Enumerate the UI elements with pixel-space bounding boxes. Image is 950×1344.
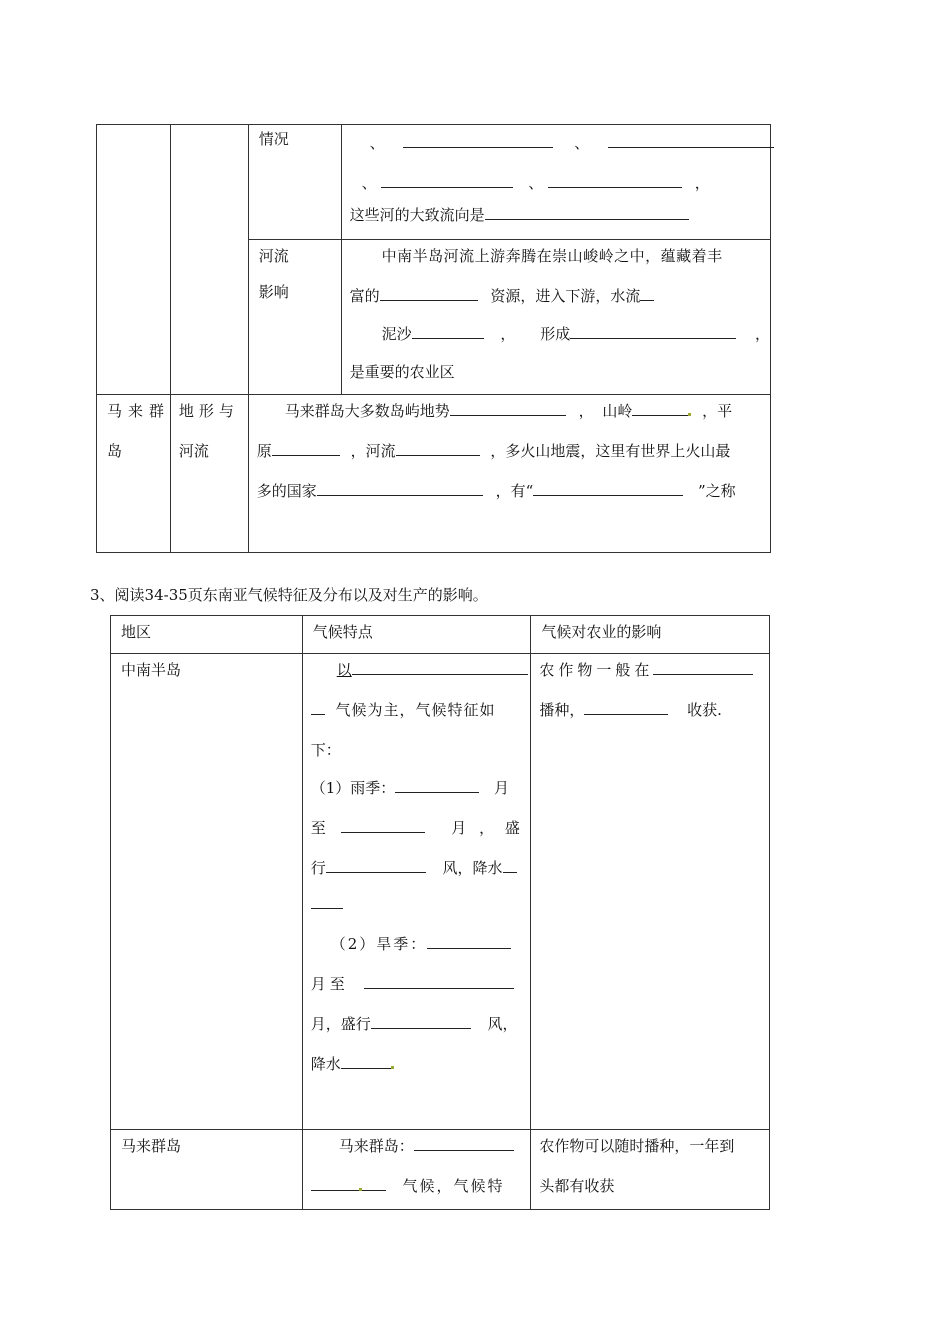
climate-text: 马来群岛： — [338, 1137, 414, 1155]
terrain-text: 马来群岛大多数岛屿地势 — [284, 402, 450, 420]
agri-cell — [531, 1130, 770, 1210]
climate-text: 下： — [310, 741, 341, 759]
climate-text: 盛 — [504, 819, 520, 837]
climate-text: ， — [479, 819, 495, 837]
answer-blank[interactable] — [341, 1054, 391, 1069]
label-yingxiang: 影响 — [258, 283, 289, 301]
malay-terrain-cell — [248, 395, 770, 553]
topic-cell — [170, 395, 248, 553]
separator: 、 — [574, 134, 590, 152]
answer-blank[interactable] — [326, 858, 426, 873]
label-malai: 马来群 — [107, 402, 171, 420]
answer-blank[interactable] — [640, 286, 654, 301]
agri-text: 农作物可以随时播种，一年到 — [539, 1137, 735, 1155]
mark-dot — [391, 1066, 394, 1069]
empty-cell — [170, 125, 248, 395]
region-cell — [111, 1130, 303, 1210]
answer-blank[interactable] — [485, 205, 689, 220]
climate-text: 降水 — [310, 1055, 341, 1073]
answer-blank[interactable] — [584, 700, 668, 715]
label-heliu: 河流 — [258, 247, 289, 265]
terrain-text: ，平 — [702, 402, 733, 420]
flow-direction-text: 这些河的大致流向是 — [349, 206, 485, 224]
answer-blank[interactable] — [311, 894, 343, 909]
region-cell — [97, 395, 171, 553]
river-impact-cell — [341, 240, 770, 395]
mark-dot — [688, 413, 691, 416]
climate-text: 至 — [310, 819, 326, 837]
answer-blank[interactable] — [533, 481, 683, 496]
header-agri-impact: 气候对农业的影响 — [541, 623, 662, 641]
answer-blank[interactable] — [570, 324, 736, 339]
header-region: 地区 — [121, 623, 152, 641]
agri-cell — [531, 654, 770, 1130]
climate-text: 月至 — [310, 975, 349, 993]
climate-text: （2）旱季： — [330, 935, 428, 953]
answer-blank[interactable] — [311, 1176, 359, 1191]
answer-blank[interactable] — [371, 1014, 471, 1029]
answer-blank[interactable] — [450, 401, 566, 416]
header-climate: 气候特点 — [312, 623, 373, 641]
terrain-text: 原 — [256, 442, 272, 460]
river-impact-text: ， — [500, 325, 516, 343]
climate-text: 气候为主，气候特征如 — [335, 701, 496, 719]
climate-text: （1）雨季： — [310, 779, 396, 797]
river-impact-text: 形成 — [540, 325, 571, 343]
agri-text: 播种， — [539, 701, 585, 719]
climate-text: 行 — [310, 859, 326, 877]
agri-text: 头都有收获 — [539, 1177, 615, 1195]
answer-blank[interactable] — [311, 700, 325, 715]
question-3: 3、阅读34-35页东南亚气候特征及分布以及对生产的影响。 — [90, 586, 488, 604]
river-impact-text: 富的 — [349, 287, 380, 305]
river-impact-text: ， — [755, 325, 771, 343]
terrain-text: 多的国家 — [256, 482, 317, 500]
region-cell — [111, 654, 303, 1130]
answer-blank[interactable] — [427, 934, 511, 949]
terrain-text: ，河流 — [350, 442, 396, 460]
header-cell — [531, 616, 770, 654]
answer-blank[interactable] — [503, 858, 517, 873]
answer-blank[interactable] — [352, 660, 528, 675]
agri-text: 农作物一般在 — [539, 661, 654, 679]
answer-blank[interactable] — [396, 441, 480, 456]
answer-blank[interactable] — [317, 481, 483, 496]
agri-text: 收获. — [687, 701, 722, 719]
answer-blank[interactable] — [403, 133, 553, 148]
climate-cell — [302, 654, 531, 1130]
terrain-text: 山岭 — [602, 402, 633, 420]
answer-blank[interactable] — [414, 1136, 514, 1151]
terrain-text: ，多火山地震，这里有世界上火山最 — [490, 442, 731, 460]
label-cell — [248, 125, 341, 240]
answer-blank[interactable] — [608, 133, 774, 148]
table-climate — [110, 615, 770, 1210]
header-cell — [302, 616, 531, 654]
label-heliu-2: 河流 — [178, 442, 209, 460]
climate-text: 气候，气候特 — [402, 1177, 505, 1195]
answer-blank[interactable] — [272, 441, 340, 456]
terrain-text: ”之称 — [698, 482, 736, 500]
answer-blank[interactable] — [548, 173, 682, 188]
empty-cell — [97, 125, 171, 395]
answer-blank[interactable] — [380, 286, 478, 301]
climate-text: 风， — [487, 1015, 518, 1033]
river-impact-line: 是重要的农业区 — [349, 363, 455, 381]
label-malai-2: 岛 — [107, 442, 123, 460]
answer-blank[interactable] — [364, 974, 514, 989]
river-impact-line: 中南半岛河流上游奔腾在崇山峻岭之中，蕴藏着丰 — [381, 247, 723, 265]
climate-text: 以 — [336, 661, 352, 679]
label-qingkuang: 情况 — [258, 130, 289, 148]
rivers-list-cell — [341, 125, 770, 240]
separator: 、 — [361, 174, 377, 192]
climate-text: 风，降水 — [442, 859, 503, 877]
climate-text: 月，盛行 — [310, 1015, 371, 1033]
separator: ， — [694, 174, 710, 192]
climate-cell — [302, 1130, 531, 1210]
terrain-text: ，有“ — [495, 482, 534, 500]
terrain-text: ， — [578, 402, 594, 420]
answer-blank[interactable] — [653, 660, 753, 675]
label-cell — [248, 240, 341, 395]
answer-blank[interactable] — [632, 401, 688, 416]
answer-blank[interactable] — [341, 818, 425, 833]
table-top — [96, 124, 771, 553]
answer-blank[interactable] — [362, 1176, 386, 1191]
river-impact-text: 泥沙 — [381, 325, 412, 343]
answer-blank[interactable] — [395, 778, 479, 793]
separator: 、 — [369, 134, 385, 152]
climate-text: 月 — [451, 819, 467, 837]
separator: 、 — [528, 174, 544, 192]
region-indochina: 中南半岛 — [121, 661, 182, 679]
river-impact-text: 资源，进入下游，水流 — [490, 287, 641, 305]
answer-blank[interactable] — [381, 173, 513, 188]
label-dixing: 地形与 — [178, 402, 239, 420]
answer-blank[interactable] — [412, 324, 484, 339]
region-malay: 马来群岛 — [121, 1137, 182, 1155]
climate-text: 月 — [494, 779, 510, 797]
header-cell — [111, 616, 303, 654]
